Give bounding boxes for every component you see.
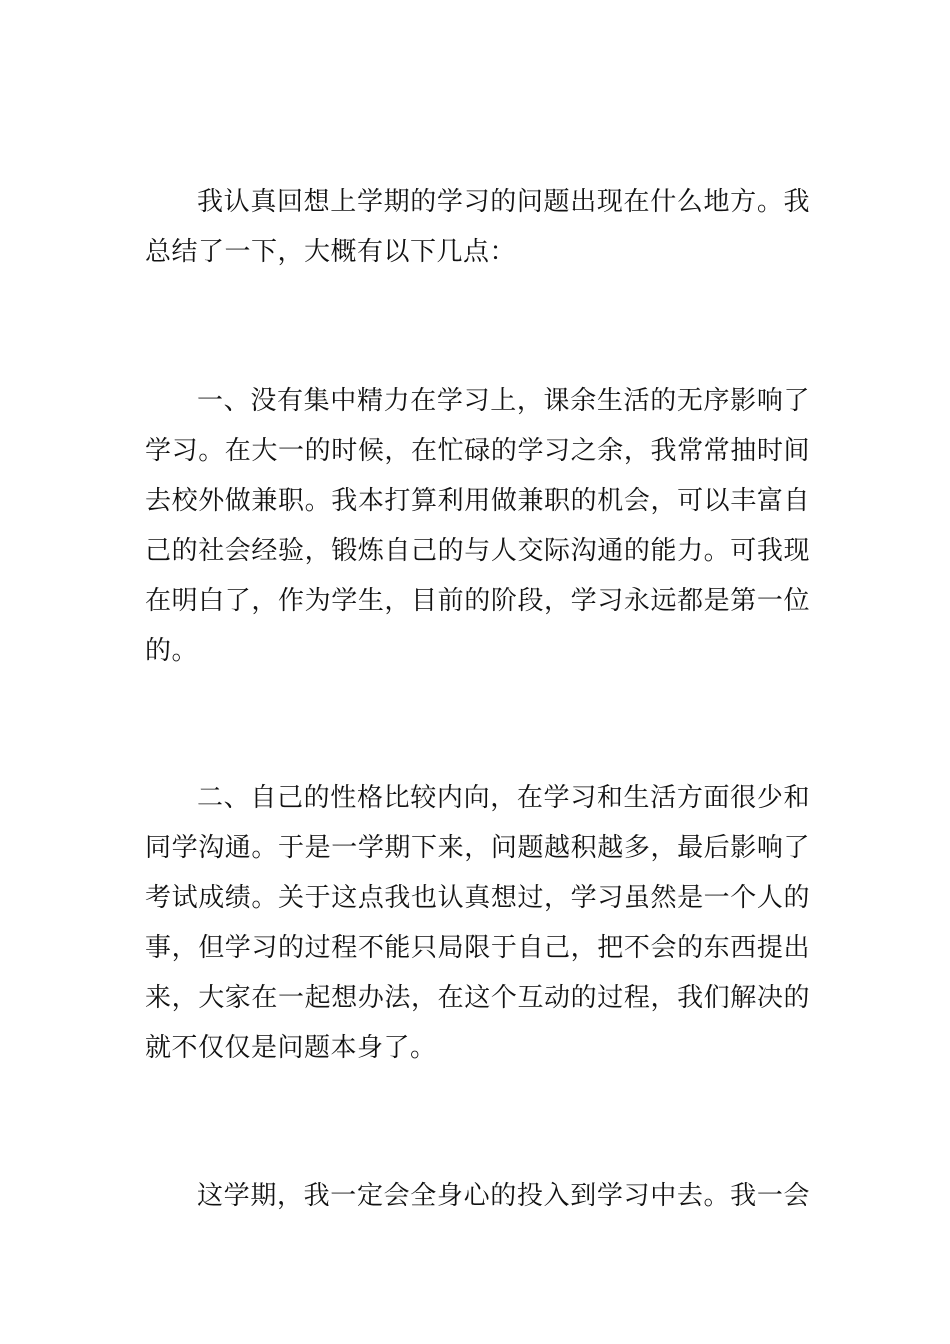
paragraph-line: 总结了一下，大概有以下几点： [145, 237, 517, 267]
paragraph-line: 一、没有集中精力在学习上，课余生活的无序影响了 [197, 386, 810, 416]
paragraph-reflection-intro [145, 177, 810, 277]
paragraph-line: 在明白了，作为学生，目前的阶段，学习永远都是第一位 [145, 586, 810, 616]
paragraph-point-two [145, 773, 810, 1073]
paragraph-line: 考试成绩。关于这点我也认真想过，学习虽然是一个人的 [145, 883, 810, 913]
paragraph-line: 来，大家在一起想办法，在这个互动的过程，我们解决的 [145, 983, 810, 1013]
paragraph-line: 事，但学习的过程不能只局限于自己，把不会的东西提出 [145, 933, 810, 963]
paragraph-line: 学习。在大一的时候，在忙碌的学习之余，我常常抽时间 [145, 436, 810, 466]
paragraph-line: 去校外做兼职。我本打算利用做兼职的机会，可以丰富自 [145, 486, 810, 516]
paragraph-line: 己的社会经验，锻炼自己的与人交际沟通的能力。可我现 [145, 536, 810, 566]
paragraph-line: 的。 [145, 636, 199, 666]
paragraph-this-semester [145, 1171, 810, 1221]
paragraph-line: 我认真回想上学期的学习的问题出现在什么地方。我 [197, 187, 810, 217]
paragraph-point-one [145, 376, 810, 676]
paragraph-line: 二、自己的性格比较内向，在学习和生活方面很少和 [197, 783, 810, 813]
paragraph-line: 这学期，我一定会全身心的投入到学习中去。我一会 [197, 1181, 810, 1211]
paragraph-line: 同学沟通。于是一学期下来，问题越积越多，最后影响了 [145, 833, 810, 863]
paragraph-line: 就不仅仅是问题本身了。 [145, 1033, 437, 1063]
